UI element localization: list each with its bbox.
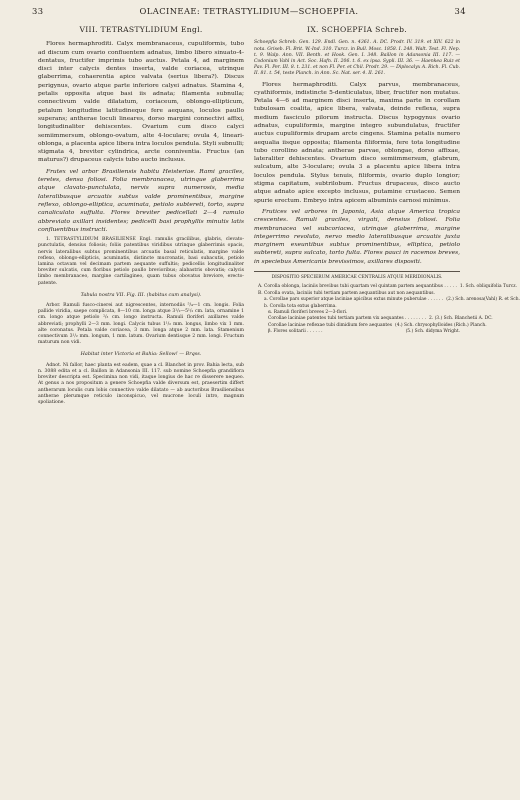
genus-description: Flores hermaphroditi. Calyx parvus, membranaceus, cyathiformis, indistincte 5-denticulatus, liber, fructifer non mutatus. Petala 4—6 ad marginem disci inserta, maxima parte in corollam tubulosam coalita, apice libera, valvata, deinde reflexa, supra medium fasciculo pilorum instructa. Discus hypogynus ovario adnatus, cupuliformis, margine integro subundulatus, fructifer auctus cupuliformis drupam arcte cingens. Stamina petalis numero aequalia iisque opposita; filamenta filiformia, fere tota longitudine tubo corollino adnata; antherae parvae, oblongae, dorso affixae, lateraliter dehiscentes. Ovarium disco semiimmersum, glabrum, sulcatum, alte 3-loculare; ovula 3 a placentu apice libera intra loculos pendula. Stylus tenuis, filiformis, ovario duplo longior; stigma capitatum, subtrilobum. Fructus drupaceus, disco aucto atque adnato apice excepto inclusus, putamine crustaceo. Semen spurie erectum. Embryo intra apicem albuminis carnosi minimus. <box>254 81 460 204</box>
key-row-species: (5.) Sch. didyma Wright. <box>405 329 460 335</box>
key-row-text: Corollae laciniae patentes tubi tertiam partem vix aequantes . . . . . . . . <box>268 316 426 322</box>
divider-rule <box>254 271 460 272</box>
adnotatio: Adnot. Ni fallor, haec planta est eadem, quae a cl. Blanchet in prov. Bahia lecta, sub n. 3088 edita et a cl. Baillon in Adansonia III. 117. sub nomine Schoepfia grandiflora breviter descripta est. Specimina non vidi, itaque longius de hac re disserere nequeo. At genus a nos propositum a genere Schoepfia valde diversum est, praesertim differt antherarum loculis cum lobis connectivo valde dilatato — ab auctoribus Brasiliensibus antherae plerumque reticulo inconspicuo, vel mucrone loculi intro, magnum spoliatione. <box>38 362 244 405</box>
genus-title-tetrastylidium: VIII. TETRASTYLIDIUM Engl. <box>79 25 203 34</box>
page-number-left: 33 <box>32 6 44 16</box>
key-row-text: Corollae laciniae reflexae tubi dimidium fere aequantes <box>268 322 393 328</box>
key-row <box>254 329 460 335</box>
key-row-text: A. Corolla oblonga, laciniis brevibus tubi quartam vel quintam partem aequantibus . . . . . <box>258 284 457 290</box>
key-row-species: (4.) Sch. chrysophylloides (Rich.) Planch. <box>395 322 487 328</box>
key-row-species: 2. (3.) Sch. Blanchetii A. DC. <box>429 316 493 322</box>
species-key-title: DISPOSITIO SPECIERUM AMERICAE CENTRALIS ATQUE MERIDIONALIS. <box>271 275 443 281</box>
species-key <box>254 275 520 336</box>
page-number-right: 34 <box>454 6 466 16</box>
species-description: 1. TETRASTYLIDIUM BRASILIENSE Engl. ramulis gracilibus, glabris, clevato-punctulatis, densius foliosis; foliis patentibus viridibus utrinque glaberrimis opacis, nervis lateralibus subtus prominentibus arcuatis basal reticulatis, margine valde reflexo, oblongo-ellipticis, acuminatis, distincte mucronatis, basi subacutis, petiolo lamina octavam vel decimam partem aequante suffultis; pedicellis longitudinaliter breviter sulcatis, cum floribus petiolo paullo brevioribus; alabastris obovatis; calycis limbo membranaceo, margine cartilagineo, quam tubus obovatus breviore, erecto-patente. <box>38 237 244 286</box>
genus-description: Flores hermaphroditi. Calyx membranaceus, cupuliformis, tubo ad discum cum ovario confluentem adnatus, limbo libero sinuato-4-dentatus, fructifer imprimis tubo auctus. Petala 4, ad marginem disci inter calycis dentes inserta, valde coriacea, utrinque glaberrima, cohaerentia apice valvata (serius libera?). Discus perigynus, ovario atque parte inferiore calyei adnatus. Stamina 4, petalis opposita atque basi iis adnata; filamenta subnulla; connectivum valde dilatatum, coriaceum, oblongo-ellipticum, petalum longitudine latitudineque fere aequans, loculos paullo superans; antherae loculi lineares, dorso margini connectivi affixi, longitudinaliter dehiscentes. Ovarium cum disco calyci semiimmersum, oblongo-ovatum, alte 4-loculare; ovula 4, lineari-oblonga, a placenta apice libera intra loculos pendula. Styli subnulli; stigmata 4, breviter cylindrica, arcte conniventia. Fructus (an maturus?) drupaceus calycis tubo aucto inclusus. <box>38 41 244 164</box>
genus-title-schoepfia: IX. SCHOEPFIA Schreb. <box>307 25 407 34</box>
habit-description: Frutex vel arbor Brasiliensis habitu Heisteriae. Rami graciles, teretes, densa foliosi. Folia membranacea, utrinque glaberrima atque clavato-punctulata, nervis supra numerosis, media lateralibusque arcuatis subtus valde prominentibus, margine reflexo, oblongo-elliptica, acuminata, petiolo subtereti, torto, supra canaliculato suffulta. Flores breviter pedicellati 2—4 ramulo abbreviato axillari insidentes; pedicelli basi prophyllis minutis latis confluentibus instructi. <box>38 168 244 233</box>
key-row-text: α. Ramuli floriferi breves 2—3-flori. <box>268 310 348 316</box>
habitat-line: Habitat inter Victoria et Bahia: Sellow! — Brqss. <box>80 351 202 358</box>
key-row-text: a. Corollae pars superior atque laciniae apicibus extus minute puberulae . . . . . . <box>264 297 444 303</box>
right-column <box>254 24 520 336</box>
key-row-species: 1. Sch. obliquifolia Turcz. <box>459 284 517 290</box>
running-title: OLACINEAE: TETRASTYLIDIUM—SCHOEPFIA. <box>139 6 359 16</box>
tabula-reference: Tabula nostra VII. Fig. III. (habitus cum analysi). <box>80 291 202 298</box>
left-column <box>38 24 244 409</box>
key-row-text: B. Corolla ovata, laciniis tubi tertiam partem aequantibus aut non aequantibus. <box>258 290 435 296</box>
page-header <box>20 6 478 20</box>
key-row-species: (2.) Sch. arenosa(Vahl) R. et Sch. <box>446 297 520 303</box>
anatomy-notes: Arbor. Ramuli fusco-cinerei aut nigrescentes, internodiis ⁵/₄—1 cm. longis. Folia pallide viridia, saepe complicata, 8—10 cm. longa atque 3¹/₂—5¹/₂ cm. lata, ornamine 1 cm. longo atque petiolo ²/₃ cm. longo instructa. Ramuli floriferi axillares valde abbreviati; prophylli 2—3 mm. longi. Calycis tubus 1¹/₂ mm. longus, limbo vix 1 mm. alte coronatus. Petala valde coriacea, 3 mm. longa atque 2 mm. lata. Stamenium connectivum 3¹/₂ mm. longum, 1 mm. latum. Ovarium dentisque 2 mm. longi. Fructum maturum non vidi. <box>38 303 244 346</box>
key-row-text: β. Flores solitarii . . . . . . <box>268 329 323 335</box>
key-row-text: b. Corolla tota extus glaberrima. <box>264 303 337 309</box>
habit-description: Frutices vel arbores in Japonia, Asia atque America tropica crescentes. Ramuli graciles, virgati, densius foliosi. Folia membranacea vel subcoriacea, utrinque glaberrima, margine integerrimo revoluto, nervo medio lateralibusque arcuatis juxta marginem exeuntibus subtus prominentibus, elliptica, petiolo subtereti, supra sulcato, torto fulta. Flores pauci in racemos breves, in speciebus Americanis brevissimos, axillares dispositi. <box>254 208 460 265</box>
synonymy: Schoepfia Schreb. Gen. 129. Endl. Gen. n. 4361. A. DC. Prodr. IV. 319. et XIV. 622 in nota. Griseb. Fl. Brit. W.-Ind. 310. Turcz. in Bull. Mosc. 1858. I. 248. Walt. Test. Fl. Nep. t. 9. Walp. Ann. VII. Benth. et Hook. Gen. I. 348. Baillon in Adansonia III. 117. — Codonium Vahl in Act. Soc. Hafn. II. 206. t. 6. ex ipsa. Sypli. III. 36. — Haenkea Ruiz et Pav. Fl. Per. III. 8. t. 231. et non Fl. Per. et Chil. Prodr. 29. — Diplocalyx A. Rich. Fl. Cub. II. 81. t. 54, teste Planch. in Ann. Sc. Nat. ser. 4. II. 261. <box>254 40 460 77</box>
